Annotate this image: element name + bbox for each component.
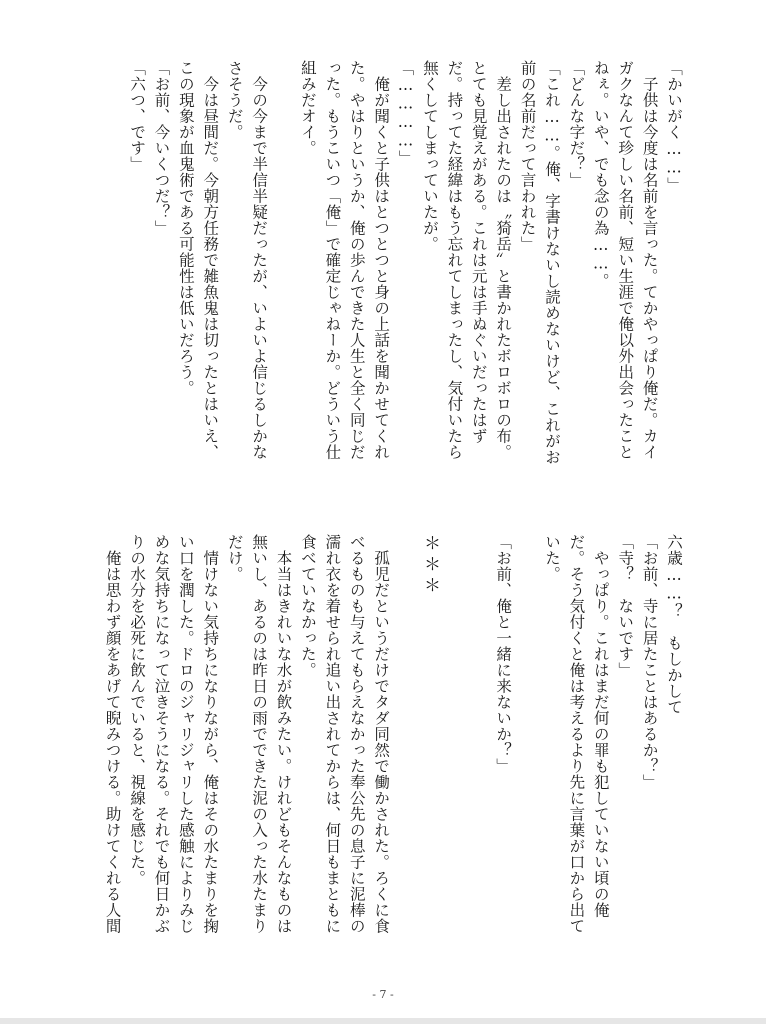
text-line: 六歳……？ もしかして <box>665 534 683 715</box>
blank-line <box>442 534 466 974</box>
scene-break: ＊＊＊ <box>419 534 440 597</box>
text-line: た。やはりというか、俺の歩んできた人生と全く同じだ <box>347 60 366 460</box>
text-line: めな気持ちになって泣きそうになる。それでも何日かぶ <box>152 534 171 934</box>
text-line: 「六つ、です」 <box>128 60 147 172</box>
text-line: 差し出されたのは〝猗岳〟と書かれたボロボロの布。 <box>494 60 513 460</box>
text-line: 無いし、あるのは昨日の雨でできた泥の入った水たまり <box>250 534 269 934</box>
text-line: 「かいがく……」 <box>665 60 683 193</box>
text-line: ガクなんて珍しい名前、短い生涯で俺以外出会ったこと <box>616 60 635 460</box>
text-line: 子供は今度は名前を言った。てかやっぱり俺だ。カイ <box>640 60 659 460</box>
blank-line <box>271 60 295 490</box>
text-line: 情けない気持ちになりながら、俺はその水たまりを掬 <box>201 534 220 934</box>
bottom-text-block <box>70 534 686 974</box>
text-line: い口を潤した。ドロのジャリジャリした感触によりみじ <box>176 534 195 934</box>
text-line: やっぱり。これはまだ何の罪も犯していない頃の俺 <box>591 534 610 918</box>
text-line: 俺が聞くと子供はとつとつと身の上話を聞かせてくれ <box>372 60 391 460</box>
text-line: 「お前、俺と一緒に来ないか？」 <box>494 534 513 774</box>
text-line: この現象が血鬼術である可能性は低いだろう。 <box>176 60 195 396</box>
text-line: りの水分を必死に飲んでいると、視線を感じた。 <box>128 534 147 886</box>
page-bottom-edge <box>0 1018 766 1024</box>
text-line: 孤児だというだけでタダ同然で働かされた。ろくに食 <box>372 534 391 934</box>
text-line: 濡れ衣を着せられ追い出されてからは、何日もまともに <box>323 534 342 934</box>
text-line: 「お前、寺に居たことはあるか？」 <box>640 534 659 790</box>
top-text-block <box>70 60 686 490</box>
text-line: いた。 <box>542 534 561 582</box>
blank-line <box>515 534 539 974</box>
text-line: 前の名前だって言われた」 <box>518 60 537 252</box>
text-line: 今の今まで半信半疑だったが、いよいよ信じるしかな <box>250 60 269 460</box>
text-line: 本当はきれいな水が飲みたい。けれどもそんなものは <box>274 534 293 934</box>
text-line: だ。そう気付くと俺は考えるより先に言葉が口から出て <box>567 534 586 934</box>
text-line: 「…………」 <box>396 60 415 166</box>
text-line: 俺は思わず顔をあげて睨みつける。助けてくれる人間 <box>103 534 122 934</box>
text-line: ねぇ。いや、でも念の為……。 <box>591 60 610 289</box>
page-number: - 7 - <box>372 988 394 1001</box>
text-line: 今は昼間だ。今朝方任務で雑魚鬼は切ったとはいえ、 <box>201 60 220 460</box>
text-line: べるものも与えてもらえなかった奉公先の息子に泥棒の <box>347 534 366 934</box>
text-line: だ。持ってた経緯はもう忘れてしまったし、気付いたら <box>445 60 464 460</box>
text-line: 「どんな字だ？」 <box>567 60 586 188</box>
text-line: さそうだ。 <box>225 60 244 140</box>
text-line: 「寺？ ないです」 <box>616 534 635 678</box>
text-line: 「これ……。俺、字書けないし読めないけど、これがお <box>542 60 561 465</box>
blank-line <box>466 534 490 974</box>
blank-line <box>393 534 417 974</box>
text-line: った。もうこいつ「俺」で確定じゃねーか。どういう仕 <box>323 60 342 460</box>
text-line: 食べていなかった。 <box>298 534 317 678</box>
text-line: とても見覚えがある。これは元は手ぬぐいだったはず <box>469 60 488 444</box>
text-line: 「お前、今いくつだ？」 <box>152 60 171 236</box>
text-line: だけ。 <box>225 534 244 582</box>
text-line: 組みだオイ。 <box>298 60 317 156</box>
text-line: 無くしてしまっていたが。 <box>420 60 439 252</box>
